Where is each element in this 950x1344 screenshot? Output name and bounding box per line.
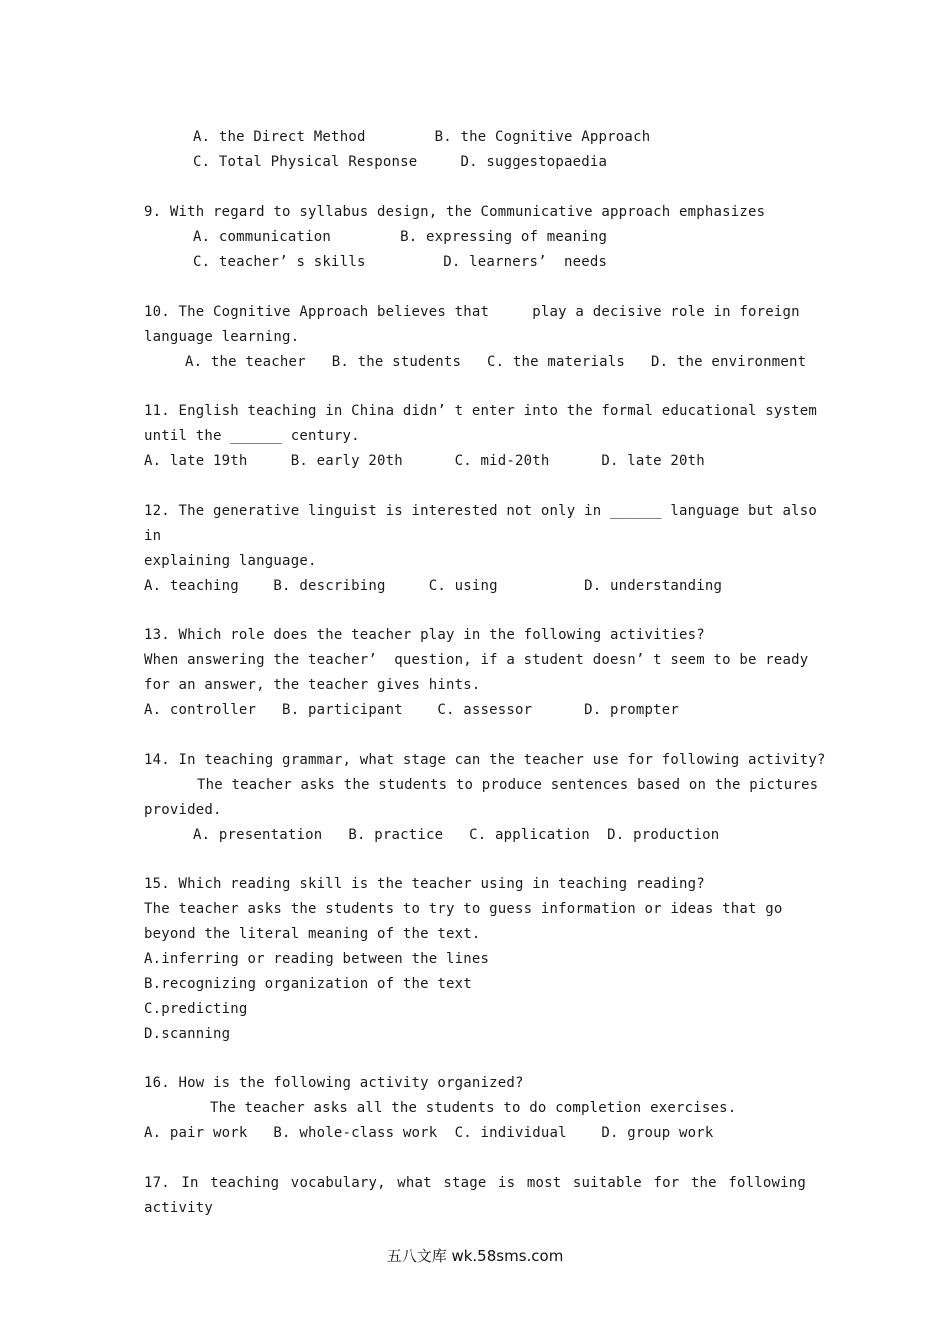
q8-options-line2: C. Total Physical Response D. suggestopaedia <box>193 154 608 170</box>
q16-stem-line1: 16. How is the following activity organized? <box>144 1075 524 1091</box>
q9-options-line2: C. teacher’ s skills D. learners’ needs <box>193 254 608 270</box>
q13-options: A. controller B. participant C. assessor D. prompter <box>144 702 679 718</box>
q10-stem-line2: language learning. <box>144 329 300 345</box>
q10-stem-line1: 10. The Cognitive Approach believes that play a decisive role in foreign <box>144 304 800 320</box>
q17-stem-line1: 17. In teaching vocabulary, what stage is most suitable for the following <box>144 1175 806 1191</box>
q14-stem-line3: provided. <box>144 802 222 818</box>
q16-stem-line2: The teacher asks all the students to do completion exercises. <box>210 1100 737 1116</box>
q11-stem-line1: 11. English teaching in China didn’ t enter into the formal educational system <box>144 403 818 419</box>
q15-stem-line1: 15. Which reading skill is the teacher using in teaching reading? <box>144 876 705 892</box>
q15-option-d: D.scanning <box>144 1026 231 1042</box>
q15-stem-line3: beyond the literal meaning of the text. <box>144 926 481 942</box>
q9-options-line1: A. communication B. expressing of meaning <box>193 229 608 245</box>
q9-stem: 9. With regard to syllabus design, the Communicative approach emphasizes <box>144 204 766 220</box>
q15-stem-line2: The teacher asks the students to try to guess information or ideas that go <box>144 901 783 917</box>
q12-options: A. teaching B. describing C. using D. understanding <box>144 578 723 594</box>
footer-source: 五八文库 wk.58sms.com <box>386 1247 564 1265</box>
q11-options: A. late 19th B. early 20th C. mid-20th D. late 20th <box>144 453 705 469</box>
q12-stem-line3: explaining language. <box>144 553 317 569</box>
q14-stem-line1: 14. In teaching grammar, what stage can the teacher use for following activity? <box>144 752 826 768</box>
q17-stem-line2: activity <box>144 1200 214 1216</box>
q10-options: A. the teacher B. the students C. the materials D. the environment <box>185 354 807 370</box>
q14-options: A. presentation B. practice C. application D. production <box>193 827 720 843</box>
q14-stem-line2: The teacher asks the students to produce sentences based on the pictures <box>197 777 819 793</box>
q13-stem-line1: 13. Which role does the teacher play in the following activities? <box>144 627 705 643</box>
q12-stem-line2: in <box>144 528 162 544</box>
q11-stem-line2: until the ______ century. <box>144 428 360 444</box>
q15-option-c: C.predicting <box>144 1001 248 1017</box>
q15-option-a: A.inferring or reading between the lines <box>144 951 490 967</box>
q12-stem-line1: 12. The generative linguist is interested not only in ______ language but also <box>144 503 818 519</box>
q8-options-line1: A. the Direct Method B. the Cognitive Approach <box>193 129 651 145</box>
q13-stem-line3: for an answer, the teacher gives hints. <box>144 677 481 693</box>
q13-stem-line2: When answering the teacher’ question, if a student doesn’ t seem to be ready <box>144 652 809 668</box>
q15-option-b: B.recognizing organization of the text <box>144 976 472 992</box>
q16-options: A. pair work B. whole-class work C. individual D. group work <box>144 1125 714 1141</box>
